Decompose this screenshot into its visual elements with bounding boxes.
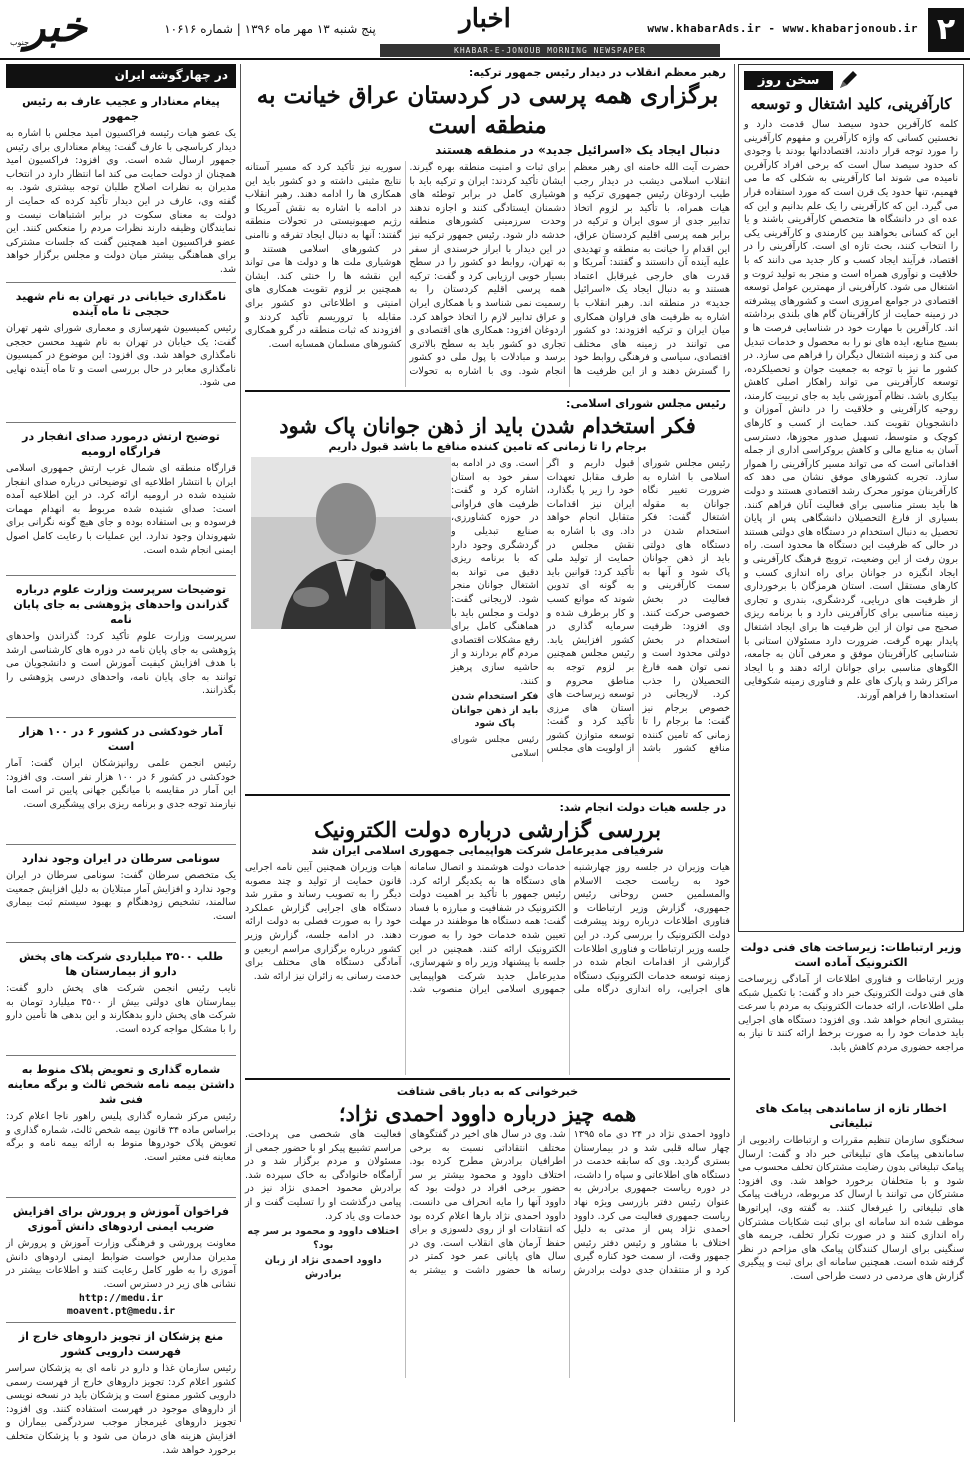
story-kicker: رئیس مجلس شورای اسلامی: (566, 397, 726, 410)
divider (6, 422, 236, 423)
photo-caption: رئیس مجلس شورای اسلامی (451, 734, 539, 760)
brief-item (6, 851, 236, 937)
brief-body: قرارگاه منطقه ای شمال غرب ارتش جمهوری اسلامی ایران با انتشار اطلاعیه ای توضیحاتی درباره صدای انفجار شنیده شده در ارومیه ارائه کرد. در این اطلاعیه آمده است: صدای شنیده شده مربوط به انهدام مهمات فرسوده و بی استفاده بوده و جای هیچ گونه نگرانی برای شهروندان وجود ندارد. این عملیات با رعایت کامل اصول ایمنی انجام شده است. (6, 463, 236, 556)
story-body: حضرت آیت الله خامنه ای رهبر معظم انقلاب اسلامی دیشب در دیدار رجب طیب اردوغان رئیس جمهوری ترکیه و هیات همراه، با تأکید بر لزوم اتخاذ تدابیر جدی از سوی ایران و ترکیه در برابر همه پرسی اقلیم کردستان عراق، این اقدام را خیانت به منطقه و تهدیدی علیه آینده آن دانستند و گفتند: آمریکا و قدرت های خارجی غیرقابل اعتماد هستند و به دنبال ایجاد یک «اسرائیل جدید» در منطقه اند. رهبر انقلاب با اشاره به ظرفیت های فراوان همکاری میان ایران و ترکیه افزودند: دو کشور می توانند در زمینه های مختلف اقتصادی، سیاسی و فرهنگی روابط خود را گسترش دهند و از این ظرفیت ها برای ثبات و امنیت منطقه بهره گیرند. ایشان تأکید کردند: ایران و ترکیه باید با هوشیاری کامل در برابر توطئه های دشمنان ایستادگی کنند و اجازه ندهند وحدت سرزمینی کشورهای منطقه خدشه دار شود. رئیس جمهور ترکیه نیز در این دیدار با ابراز خرسندی از سفر به تهران، روابط دو کشور را در سطح بسیار خوبی ارزیابی کرد و گفت: ترکیه همه پرسی اقلیم کردستان را به رسمیت نمی شناسد و با همکاری ایران و عراق تدابیر لازم را اتخاذ خواهد کرد. اردوغان افزود: همکاری های اقتصادی و تجاری دو کشور باید به سطح بالاتری برسد و مبادلات با پول ملی دو کشور انجام شود. وی با اشاره به تحولات سوریه نیز تأکید کرد که مسیر آستانه نتایج مثبتی داشته و دو کشور باید این همکاری ها را ادامه دهند. رهبر انقلاب در ادامه با اشاره به نقش آمریکا و رژیم صهیونیستی در تحولات منطقه گفتند: آنها به دنبال ایجاد تفرقه و ناامنی در کشورهای اسلامی هستند و هوشیاری ملت ها و دولت ها می تواند این نقشه ها را خنثی کند. ایشان همچنین بر لزوم تقویت همکاری های امنیتی و اطلاعاتی دو کشور برای مقابله با تروریسم تأکید کردند و افزودند که ثبات منطقه در گرو همکاری کشورهای مسلمان همسایه است. (245, 162, 730, 377)
column-divider (240, 64, 241, 1422)
editorial-box (738, 64, 964, 932)
brief-body: یک عضو هیات رئیسه فراکسیون امید مجلس با اشاره به دیدار کرباسچی با عارف گفت: پیغام معناداری برای رئیس جمهور ارسال شده است. وی افزود: فراکسیون امید همچنان از دولت حمایت می کند اما انتظار دارد در انتخاب مدیران به نظرات اصلاح طلبان توجه بیشتری شود. به گفته وی، عارف در این دیدار تأکید کرده که حمایت از دولت به معنای سکوت در برابر اشتباهات نیست و نمایندگان وظیفه دارند نظرات مردم را منعکس کنند. این عضو فراکسیون امید همچنین گفت که جلسات مشترکی برای هماهنگی بیشتر میان دولت و مجلس برگزار خواهد شد. (6, 128, 236, 275)
english-tagline: KHABAR-E-JONOUB MORNING NEWSPAPER (380, 44, 720, 57)
divider (6, 942, 236, 943)
divider (6, 1197, 236, 1198)
brief-item (6, 1329, 236, 1472)
brief-item (6, 949, 236, 1050)
story-headline[interactable]: برگزاری همه پرسی در کردستان عراق خیانت به منطقه است (256, 82, 719, 139)
story-turkey (245, 64, 730, 387)
inline-subhead: فکر استخدام شدن باید از ذهن جوانان پاک شود (451, 691, 539, 730)
logo-subtitle: جنوب (10, 38, 30, 47)
brief-item (6, 429, 236, 570)
link-url[interactable]: http://medu.ir (78, 1293, 164, 1304)
brief-title[interactable]: طلب ۳۵۰۰ میلیاردی شرکت های پخش دارو از بیمارستان ها (18, 950, 224, 978)
speaker-photo (251, 457, 451, 629)
divider (6, 575, 236, 576)
news-body: وزیر ارتباطات و فناوری اطلاعات از آمادگی زیرساخت های فنی دولت الکترونیک خبر داد و گفت: با تکمیل شبکه ملی اطلاعات، ارائه خدمات الکترونیک به مردم با سرعت بیشتری انجام خواهد شد. وی افزود: دستگاه های اجرایی باید خدمات خود را به صورت برخط ارائه کنند تا نیاز به مراجعه حضوری مردم کاهش یابد. (738, 974, 964, 1053)
brief-title[interactable]: پیغام معنادار و عجیب عارف به رئیس جمهور (22, 95, 220, 123)
divider (6, 1055, 236, 1056)
site-urls[interactable]: www.khabarAds.ir - www.khabarjonoub.ir (647, 22, 918, 35)
right-column (738, 64, 964, 1422)
story-headline[interactable]: فکر استخدام شدن باید از ذهن جوانان پاک شود (279, 413, 696, 438)
brief-body: رئیس کمیسیون شهرسازی و معماری شورای شهر تهران گفت: یک خیابان در تهران به نام شهید محسن حججی نامگذاری خواهد شد. وی افزود: این موضوع در کمیسیون نامگذاری معابر در حال بررسی است و تا ماه آینده نهایی می شود. (6, 323, 236, 389)
divider (245, 1078, 730, 1080)
divider (245, 390, 730, 392)
brief-title[interactable]: نامگذاری خیابانی در تهران به نام شهید حججی تا ماه آینده (15, 290, 227, 318)
story-body: هیات وزیران در جلسه روز چهارشنبه خود به ریاست حجت الاسلام والمسلمین حسن روحانی رئیس جمهوری، گزارش وزیر ارتباطات و فناوری اطلاعات درباره روند پیشرفت دولت الکترونیک را بررسی کرد. در این جلسه وزیر ارتباطات و فناوری اطلاعات گزارشی از اقدامات انجام شده در زمینه توسعه خدمات الکترونیک دستگاه های اجرایی، راه اندازی درگاه ملی خدمات دولت هوشمند و اتصال سامانه های دستگاه ها به یکدیگر ارائه کرد. رئیس جمهور با تأکید بر اهمیت دولت الکترونیک در شفافیت و مبارزه با فساد گفت: همه دستگاه ها موظفند در مهلت تعیین شده خدمات خود را به صورت الکترونیک ارائه کنند. همچنین در این جلسه با پیشنهاد وزیر راه و شهرسازی، مدیرعامل جدید شرکت هواپیمایی جمهوری اسلامی ایران منصوب شد. هیات وزیران همچنین آیین نامه اجرایی قانون حمایت از تولید و چند مصوبه دیگر را به تصویب رساند و مقرر شد دستگاه های اجرایی گزارش عملکرد خود را به صورت فصلی به دولت ارائه دهند. در ادامه جلسه، گزارش وزیر کشور درباره برگزاری مراسم اربعین و آمادگی دستگاه های مختلف برای خدمت رسانی به زائران نیز ارائه شد. (245, 862, 730, 996)
brief-title[interactable]: شماره گذاری و تعویض پلاک منوط به داشتن بیمه نامه شخص ثالث و برگه معاینه فنی شد (7, 1063, 235, 1106)
brief-item (6, 1062, 236, 1192)
brief-body: رئیس سازمان غذا و دارو در نامه ای به پزشکان سراسر کشور اعلام کرد: تجویز داروهای خارج از فهرست رسمی دارویی کشور ممنوع است و پزشکان باید در نسخه نویسی از داروهای موجود در فهرست استفاده کنند. وی افزود: تجویز داروهای غیرمجاز موجب سردرگمی بیماران و افزایش هزینه های درمان می شود و با پزشکان متخلف برخورد خواهد شد. (6, 1363, 236, 1456)
brief-body: معاونت پرورشی و فرهنگی وزارت آموزش و پرورش از مدیران مدارس خواست ضوابط ایمنی اردوهای دانش آموزی را به طور کامل رعایت کنند و اطلاعات بیشتر در نشانی های زیر در دسترس است. (6, 1238, 236, 1290)
divider (6, 282, 236, 283)
section-band: در چهارگوشه ایران (6, 64, 236, 88)
news-item (738, 1101, 964, 1434)
column-divider (734, 64, 735, 1422)
story-kicker: رهبر معظم انقلاب در دیدار رئیس جمهور ترکیه: (468, 66, 726, 79)
story-body (451, 457, 730, 762)
page-number: ۲ (928, 8, 964, 52)
brief-body: یک متخصص سرطان گفت: سونامی سرطان در ایران وجود ندارد و افزایش آمار مبتلایان به دلیل افزایش جمعیت سالمند، تشخیص زودهنگام و بهبود سیستم ثبت بیماری است. (6, 870, 236, 922)
editorial-tag (744, 69, 958, 91)
story-cabinet (245, 799, 730, 1075)
logo-word: خبر (25, 2, 87, 51)
issue-date-number: پنج شنبه ۱۳ مهر ماه ۱۳۹۶ | شماره ۱۰۶۱۶ (164, 22, 376, 36)
story-subheadline: برجام را تا زمانی که تامین کننده منافع ما باشد قبول داریم (328, 440, 647, 453)
story-body (245, 1128, 730, 1378)
newspaper-logo (6, 4, 106, 56)
brief-title[interactable]: توضیح ارتش درمورد صدای انفجار در فرارگاه ارومیه (22, 430, 220, 458)
masthead (0, 0, 970, 60)
story-text: رئیس مجلس شورای اسلامی با اشاره به ضرورت تغییر نگاه جوانان به مقوله اشتغال گفت: فکر استخدام شدن در دستگاه های دولتی باید از ذهن جوانان پاک شود و آنها به سمت کارآفرینی و فعالیت در بخش خصوصی حرکت کنند. وی افزود: ظرفیت استخدام در بخش دولتی محدود است و نمی توان همه فارغ التحصیلان را جذب کرد. لاریجانی در خصوص برجام نیز گفت: ما برجام را تا زمانی که تامین کننده منافع کشور باشد قبول داریم و اگر طرف مقابل تعهدات خود را زیر پا بگذارد، ایران نیز اقدامات متقابل انجام خواهد داد. وی با اشاره به نقش مجلس در حمایت از تولید ملی تأکید کرد: قوانین باید به گونه ای تدوین شوند که موانع کسب و کار برطرف شده و سرمایه گذاری در کشور افزایش یابد. رئیس مجلس همچنین بر لزوم توجه به مناطق محروم و توسعه زیرساخت های استان های مرزی تأکید کرد و گفت: توسعه متوازن کشور از اولویت های مجلس است. وی در ادامه به سفر خود به استان اشاره کرد و گفت: ظرفیت های فراوانی در حوزه کشاورزی، صنایع تبدیلی و گردشگری وجود دارد که با برنامه ریزی دقیق می تواند به اشتغال جوانان منجر شود. لاریجانی گفت: دولت و مجلس باید با هماهنگی کامل برای رفع مشکلات اقتصادی مردم گام بردارند و از حاشیه سازی پرهیز کنند. (451, 458, 730, 755)
story-text: داوود احمدی نژاد در ۲۴ دی ماه ۱۳۹۵ چهار ساله قلبی شد و در بیمارستان بستری گردید. وی که سابقه خدمت در دستگاه های اطلاعاتی و سپاه را داشت، در دوره ریاست جمهوری برادرش به عنوان رئیس دفتر بازرسی ویژه نهاد ریاست جمهوری فعالیت می کرد. داوود احمدی نژاد پس از مدتی به دلیل اختلاف با مشاور و رئیس دفتر رئیس جمهور وقت، از سمت خود کناره گیری کرد و از منتقدان جدی دولت برادرش شد. وی در سال های اخیر در گفتگوهای مختلف انتقاداتی نسبت به برخی اطرافیان برادرش مطرح کرده بود. اختلاف داوود و محمود بیشتر بر سر حضور برخی افراد در دولت بود که داوود آنها را مایه انحراف می دانست. داوود احمدی نژاد بارها اعلام کرده بود که انتقادات او از روی دلسوزی و برای حفظ آرمان های انقلاب است. وی در سال های پایانی عمر خود کمتر در رسانه ها حضور داشت و بیشتر به فعالیت های شخصی می پرداخت. مراسم تشییع پیکر او با حضور جمعی از مسئولان و مردم برگزار شد و در آرامگاه خانوادگی به خاک سپرده شد. برادرش محمود احمدی نژاد نیز در پیامی درگذشت او را تسلیت گفت و از خدمات وی یاد کرد. (245, 1129, 730, 1276)
pen-icon (837, 69, 859, 91)
brief-title[interactable]: آمار خودکشی در کشور ۶ در ۱۰۰ هزار است (19, 725, 223, 753)
brief-title[interactable]: منع پزشکان از تجویز داروهای خارج از فهرست دارویی کشور (18, 1330, 224, 1358)
brief-item (6, 1204, 236, 1317)
news-body: سخنگوی سازمان تنظیم مقررات و ارتباطات رادیویی از ساماندهی پیامک های تبلیغاتی خبر داد و گفت: ارسال پیامک تبلیغاتی بدون رضایت مشترکان تخلف محسوب می شود و با متخلفان برخورد خواهد شد. وی افزود: مشترکان می توانند با ارسال کد مربوطه، دریافت پیامک های تبلیغاتی را غیرفعال کنند. به گفته وی، اپراتورها موظف شده اند سامانه ای برای ثبت شکایات مشترکان راه اندازی کنند و در صورت تکرار تخلف، جریمه های سنگینی برای ارسال کنندگان پیامک های مزاحم در نظر گرفته شده است. همچنین سامانه ای برای ثبت و پیگیری گزارش های مردمی در دست طراحی است. (738, 1135, 964, 1282)
brief-title[interactable]: سونامی سرطان در ایران وجود ندارد (21, 852, 221, 865)
story-headline[interactable]: بررسی گزارشی درباره دولت الکترونیک (314, 817, 661, 842)
story-subheadline: دنبال ایجاد یک «اسرائیل جدید» در منطقه هستند (435, 143, 720, 157)
divider (6, 717, 236, 718)
story-kicker: در جلسه هیات دولت انجام شد: (559, 801, 726, 814)
brief-item (6, 582, 236, 712)
middle-column (245, 64, 730, 1422)
inline-subhead: داوود احمدی نژاد از زبان برادرش (264, 1255, 382, 1280)
divider (6, 844, 236, 845)
news-title[interactable]: اخطار تازه از ساماندهی پیامک های تبلیغاتی (755, 1102, 947, 1130)
story-larijani (245, 395, 730, 791)
story-headline[interactable]: همه چیز درباره داوود احمدی نژاد؛ (338, 1101, 637, 1126)
news-title[interactable]: وزیر ارتباطات: زیرساخت های فنی دولت الکترونیک آماده است (740, 941, 962, 969)
brief-title[interactable]: فراخوان آموزش و پرورش برای افزایش ضریب ایمنی اردوهای دانش آموزی (12, 1205, 230, 1233)
email-link[interactable]: moavent.pt@medu.ir (66, 1306, 176, 1317)
portrait-image (251, 457, 451, 629)
inline-subhead: اختلاف داوود و محمود بر سر چه بود؟ (247, 1226, 399, 1251)
brief-item (6, 289, 236, 417)
story-kicker: خبرخوانی که به دیار باقی شتافت (396, 1085, 579, 1098)
story-body-wrap (245, 457, 730, 791)
editorial-tag-label: سخن روز (744, 71, 833, 90)
news-item (738, 940, 964, 1093)
brief-body: سرپرست وزارت علوم تأکید کرد: گذراندن واحدهای پژوهشی به جای پایان نامه در دوره های کارشناسی ارشد با هدف افزایش کیفیت آموزش است و دانشجویان می توانند به جای پایان نامه، واحدهای درسی پژوهشی را بگذرانند. (6, 631, 236, 697)
left-column (6, 64, 236, 1456)
brief-item (6, 724, 236, 839)
divider (6, 1322, 236, 1323)
brief-body: رئیس انجمن علمی روانپزشکان ایران گفت: آمار خودکشی در کشور ۶ در ۱۰۰ هزار نفر است. وی افزود: این آمار در مقایسه با میانگین جهانی پایین تر است اما نیازمند توجه جدی و برنامه ریزی برای پیشگیری است. (6, 758, 236, 810)
brief-body: نایب رئیس انجمن شرکت های پخش دارو گفت: بیمارستان های دولتی بیش از ۳۵۰۰ میلیارد تومان به شرکت های پخش دارو بدهکارند و این بدهی ها تأمین دارو را با مشکل مواجه کرده است. (6, 983, 236, 1035)
section-title: اخبار (459, 4, 511, 34)
story-ahmadinejad (245, 1083, 730, 1378)
editorial-body: کلمه کارآفرین حدود سیصد سال قدمت دارد و نخستین کسانی که واژه کارآفرین و مفهوم کارآفرینی را مورد توجه قرار دادند، اقتصاددانها بودند با وجودی که حدود سیصد سال است که برخی افراد کارآفرین نامیده می شوند اما کارآفرینی به شکلی که ما می فهمیم، تنها حدود یک قرن است که مورد استفاده قرار می گیرد. این که کارآفرینی را یک علم بدانیم و این که عده ای در دانشگاه ها متخصص کارآفرینی باشند و یا این که کسانی بخواهند بین کارمندی و کارآفرینی یکی را انتخاب کنند، بحث تازه ای است. کارآفرینی را در اقتصاد، فرآیند ایجاد کسب و کار جدید می دانند که با خلاقیت و نوآوری همراه است و منجر به تولید ثروت و اشتغال می شود. کارآفرینی از مهمترین عوامل توسعه اقتصادی در جوامع امروزی است و کشورهای پیشرفته در زمینه حمایت از کارآفرینان گام های بلندی برداشته اند. کارآفرین با مهارت خود در شناسایی فرصت ها و بسیج منابع، ایده های نو را به محصول و خدمات تبدیل می کند و زمینه اشتغال دیگران را فراهم می سازد. در کشور ما نیز با توجه به جمعیت جوان و تحصیلکرده، توسعه کارآفرینی می تواند راهکار اصلی کاهش بیکاری باشد. نظام آموزشی باید به جای تربیت کارمند، روحیه کارآفرینی و خلاقیت را در دانش آموزان و دانشجویان تقویت کند. حمایت از کسب و کارهای کوچک و متوسط، تسهیل صدور مجوزها، دسترسی آسان به منابع مالی و کاهش بروکراسی اداری از جمله اقداماتی است که می تواند مسیر کارآفرینی را هموار سازد. تجربه کشورهای موفق نشان می دهد که کارآفرینان موتور محرک رشد اقتصادی هستند و دولت ها باید بستر مناسبی برای فعالیت آنان فراهم کنند. بسیاری از فارغ التحصیلان دانشگاهی پس از پایان تحصیل به دنبال استخدام در دستگاه های دولتی هستند در حالی که ظرفیت این دستگاه ها محدود است. راه برون رفت از این وضعیت، ترویج فرهنگ کارآفرینی و ایجاد انگیزه در جوانان برای راه اندازی کسب و کارهای مستقل است. استان هرمزگان با برخورداری از ظرفیت های دریایی، گردشگری، بندری و تجاری زمینه مناسبی برای کارآفرینی دارد و با برنامه ریزی صحیح می توان از این ظرفیت ها برای ایجاد اشتغال پایدار بهره گرفت. ضرورت دارد مسئولان استانی با شناسایی کارآفرینان موفق و معرفی آنان به جامعه، الگوهای مناسبی برای جوانان ارائه دهند و با ایجاد مراکز رشد و پارک های علم و فناوری زمینه شکوفایی استعدادها را فراهم آورند. (744, 119, 958, 701)
brief-body: رئیس مرکز شماره گذاری پلیس راهور ناجا اعلام کرد: براساس ماده ۳۴ قانون بیمه شخص ثالث، شماره گذاری و تعویض پلاک خودروها منوط به ارائه بیمه نامه و برگه معاینه فنی معتبر است. (6, 1111, 236, 1163)
divider (245, 794, 730, 796)
story-subheadline: شرفیافی مدیرعامل شرکت هواپیمایی جمهوری اسلامی ایران شد (311, 844, 664, 857)
brief-item (6, 94, 236, 277)
brief-title[interactable]: توضیحات سرپرست وزارت علوم درباره گذراندن واحدهای پژوهشی به جای پایان نامه (13, 583, 229, 626)
editorial-title: کارآفرینی، کلید اشتغال و توسعه (750, 95, 952, 113)
